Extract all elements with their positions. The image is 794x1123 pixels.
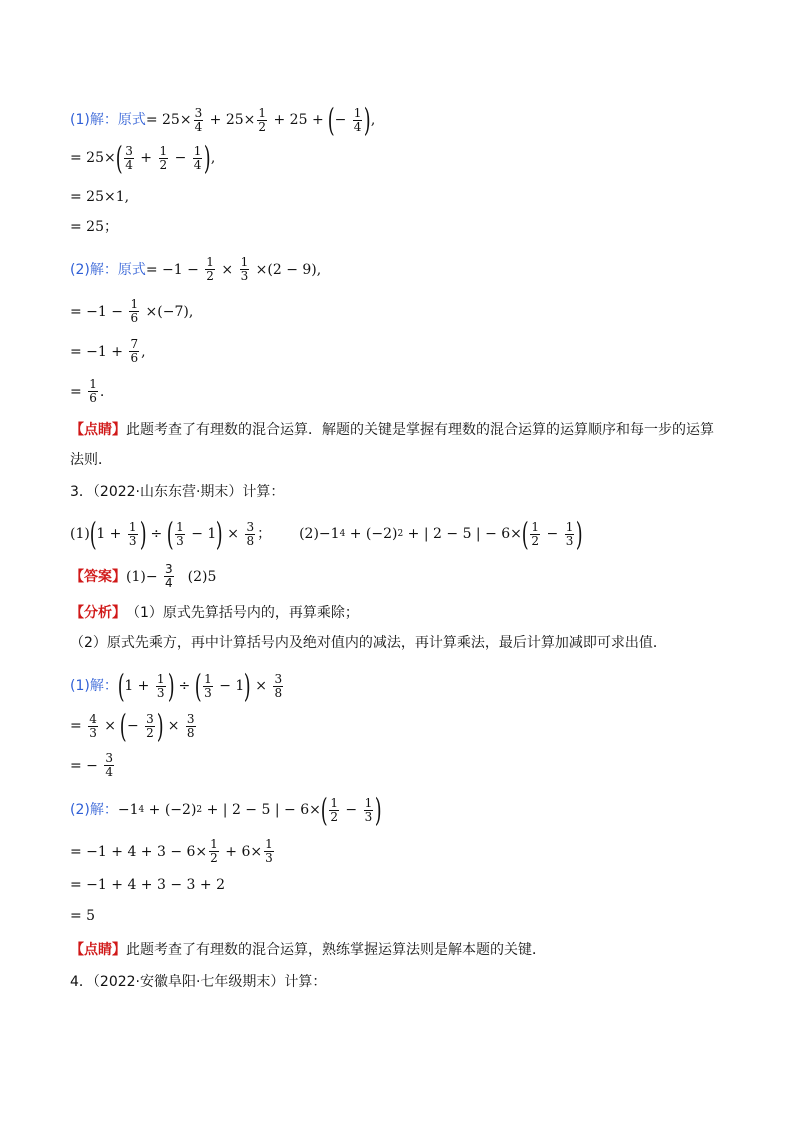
fraction: $\frac{3}{4}$ — [125, 143, 133, 172]
comment-tag: 【点睛】 — [70, 422, 126, 438]
question-3-title: 3．（2022·山东东营·期末）计算： — [70, 484, 285, 500]
fraction: $\frac{1}{6}$ — [89, 377, 97, 405]
solution-label: (2)解：原式 — [70, 261, 146, 278]
solution-4-line-1: (2)解： −1 4 + (−2) 2 + | 2 − 5 | − 6× ( $\frac{1}{2}$ − $\frac{1}{3}$ ) — [70, 791, 382, 829]
solution-label: (1)解：原式 — [70, 112, 146, 128]
fraction: $\frac{3}{4}$ — [165, 562, 173, 590]
fraction: $\frac{1}{3}$ — [156, 671, 165, 700]
solution-1-line-1: (1)解：原式 = 25× $\frac{3}{4}$ + 25× $\frac{1}{2}$ + 25 + ( − $\frac{1}{4}$ ) , — [70, 101, 376, 139]
fraction: $\frac{1}{2}$ — [159, 143, 168, 172]
question-4-title: 4．（2022·安徽阜阳·七年级期末）计算： — [70, 974, 327, 990]
solution-4-line-3: = −1 + 4 + 3 − 3 + 2 — [70, 877, 225, 893]
fraction: $\frac{3}{2}$ — [146, 711, 154, 740]
solution-1-line-3: = 25×1, — [70, 189, 130, 205]
fraction: $\frac{1}{2}$ — [531, 519, 540, 548]
analysis-line-2: （2）原式先乘方，再中计算括号内及绝对值内的减法，再计算乘法，最后计算加减即可求出值． — [70, 635, 667, 651]
fraction: $\frac{1}{2}$ — [330, 795, 338, 824]
question-3-parts: (1) ( 1 + $\frac{1}{3}$ ) ÷ ( $\frac{1}{3}$ − 1 ) × $\frac{3}{8}$ ； (2) −1 4 + (−2) 2 + | 2 − 5 | − 6× ( $\frac{1}{2}$ − $\frac{1}{3}$ ) — [70, 515, 584, 553]
analysis-line-1: 【分析】 （1）原式先算括号内的，再算乘除； — [70, 605, 359, 621]
solution-2-line-1: (2)解：原式 = −1 − $\frac{1}{2}$ × $\frac{1}{3}$ ×(2 − 9), — [70, 255, 322, 283]
analysis-tag: 【分析】 — [70, 605, 126, 621]
fraction: $\frac{3}{8}$ — [274, 671, 283, 700]
solution-3-line-2: = $\frac{4}{3}$ × ( − $\frac{3}{2}$ ) × $\frac{3}{8}$ — [70, 707, 195, 745]
fraction: $\frac{1}{3}$ — [240, 255, 249, 283]
fraction: $\frac{7}{6}$ — [130, 337, 139, 365]
fraction: $\frac{1}{3}$ — [176, 519, 184, 548]
fraction: $\frac{3}{4}$ — [194, 105, 203, 134]
solution-label: (2)解： — [70, 802, 118, 818]
fraction: $\frac{1}{3}$ — [565, 519, 574, 548]
fraction: $\frac{3}{8}$ — [246, 519, 255, 548]
answer-tag: 【答案】 — [70, 568, 126, 585]
fraction: $\frac{3}{8}$ — [186, 711, 195, 740]
comment-tag: 【点睛】 — [70, 942, 126, 958]
solution-3-line-1: (1)解： ( 1 + $\frac{1}{3}$ ) ÷ ( $\frac{1}{3}$ − 1 ) × $\frac{3}{8}$ — [70, 667, 283, 705]
comment-1-line-1: 【点睛】 此题考查了有理数的混合运算．解题的关键是掌握有理数的混合运算的运算顺序和每一步的运算 — [70, 422, 714, 438]
solution-2-line-3: = −1 + $\frac{7}{6}$ , — [70, 337, 146, 365]
solution-4-line-2: = −1 + 4 + 3 − 6× $\frac{1}{2}$ + 6× $\frac{1}{3}$ — [70, 837, 273, 865]
fraction: $\frac{1}{3}$ — [364, 795, 373, 824]
solution-1-line-2: = 25× ( $\frac{3}{4}$ + $\frac{1}{2}$ − $\frac{1}{4}$ ) , — [70, 139, 216, 177]
fraction: $\frac{1}{4}$ — [353, 105, 362, 134]
solution-label: (1)解： — [70, 678, 118, 694]
comment-1-line-2: 法则． — [70, 452, 112, 468]
answer-line: 【答案】 (1)− $\frac{3}{4}$ (2)5 — [70, 562, 217, 590]
fraction: $\frac{1}{2}$ — [258, 105, 267, 134]
fraction: $\frac{1}{6}$ — [130, 297, 139, 325]
fraction: $\frac{1}{2}$ — [210, 837, 218, 865]
fraction: $\frac{1}{3}$ — [204, 671, 212, 700]
solution-3-line-3: = − $\frac{3}{4}$ — [70, 751, 114, 779]
solution-4-line-4: = 5 — [70, 908, 96, 924]
solution-1-line-4: = 25； — [70, 219, 118, 235]
fraction: $\frac{1}{2}$ — [206, 255, 214, 283]
fraction: $\frac{4}{3}$ — [89, 711, 97, 740]
fraction: $\frac{3}{4}$ — [105, 751, 114, 779]
fraction: $\frac{1}{3}$ — [265, 837, 273, 865]
solution-2-line-4: = $\frac{1}{6}$ . — [70, 377, 105, 405]
fraction: $\frac{1}{3}$ — [128, 519, 137, 548]
fraction: $\frac{1}{4}$ — [193, 143, 202, 172]
solution-2-line-2: = −1 − $\frac{1}{6}$ ×(−7), — [70, 297, 194, 325]
comment-2-line: 【点睛】 此题考查了有理数的混合运算，熟练掌握运算法则是解本题的关键． — [70, 942, 546, 958]
